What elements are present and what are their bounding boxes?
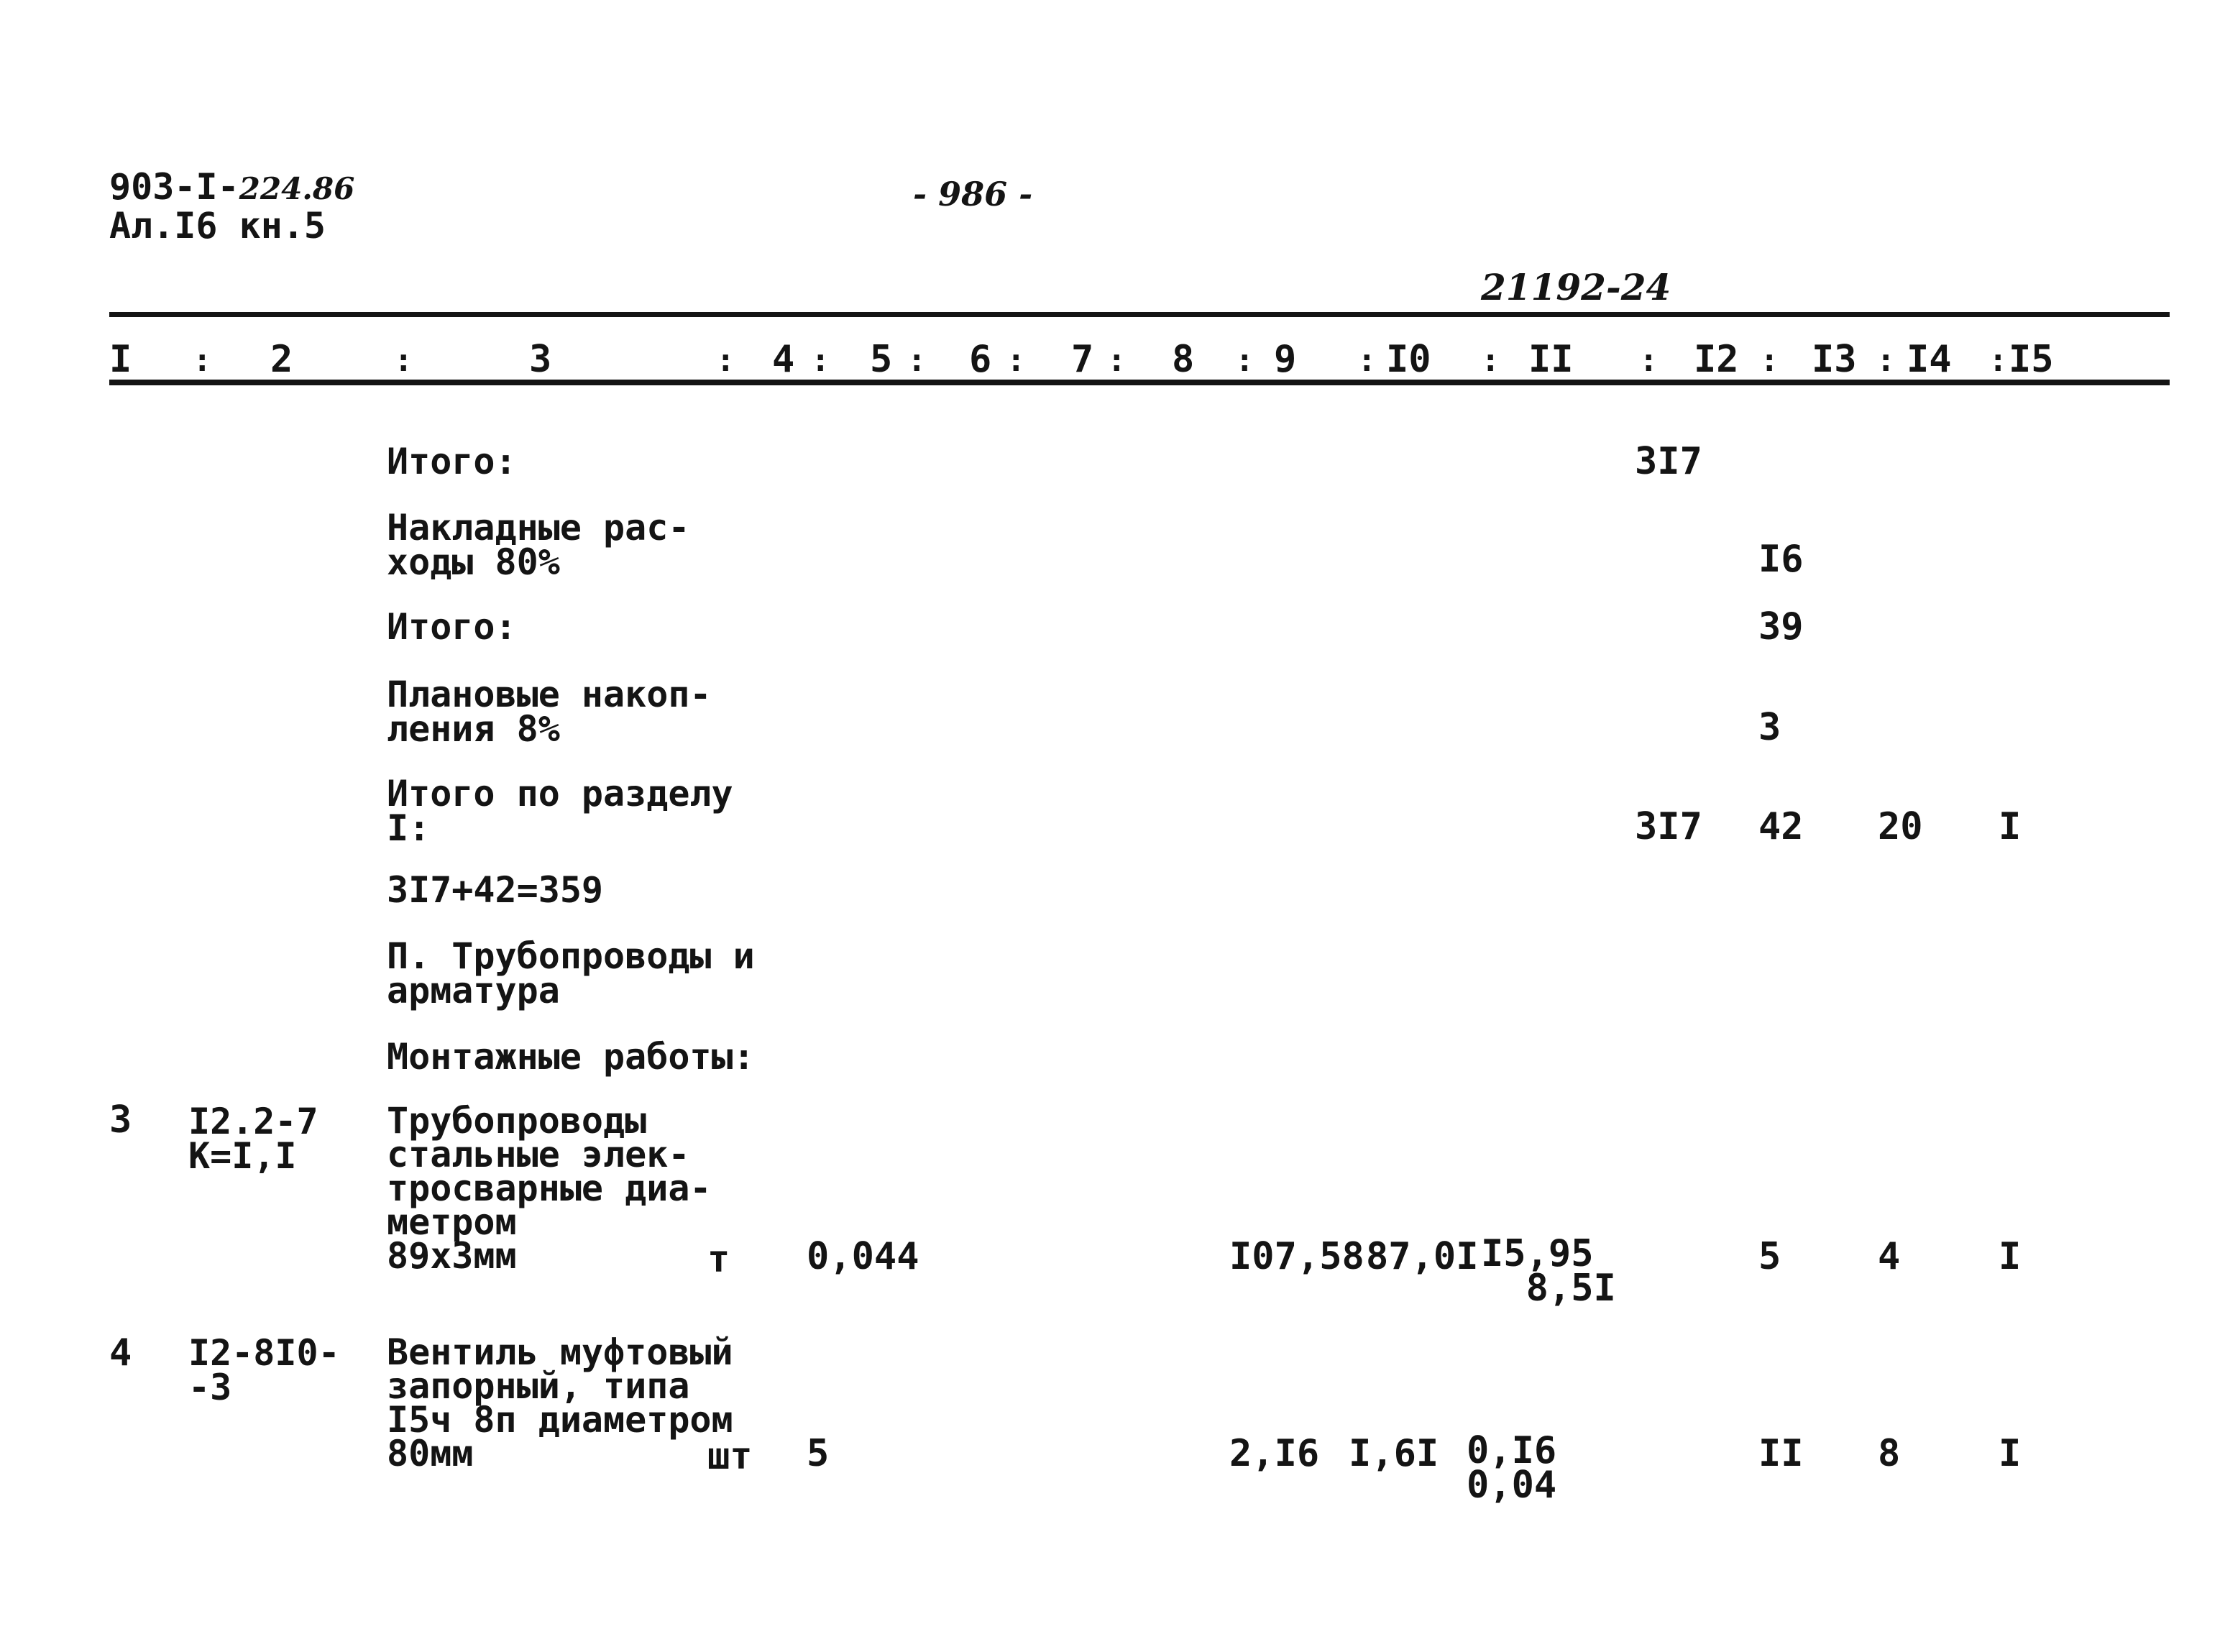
document-code [109,166,355,208]
column-number-8: 8 [1172,338,1195,381]
page-number: - 986 - [913,175,1033,214]
column-separator: : [1760,342,1779,379]
row-description: Итого: [387,441,517,482]
value-col-15: I [1999,1235,2022,1278]
quantity: 0,044 [807,1235,919,1278]
column-separator: : [1235,342,1254,379]
value-col-11: I5,95 8,5I [1481,1232,1616,1310]
item-code: I2.2-7 К=I,I [188,1101,318,1177]
top-rule [109,312,2170,317]
row-description: Накладные рас- ходы 80% [387,507,690,583]
reference-code: 21192-24 [1481,266,1671,308]
header-rule [109,380,2170,385]
section-heading: П. Трубопроводы и арматура [387,935,755,1011]
value-col-13: 39 [1758,605,1804,648]
column-number-6: 6 [969,338,992,381]
column-separator: : [811,342,830,379]
column-number-14: I4 [1907,338,1952,381]
row-calculation: 3I7+42=359 [387,869,604,911]
value-col-13: 42 [1758,805,1804,848]
column-separator: : [394,342,413,379]
column-number-2: 2 [270,338,293,381]
value-col-12: 3I7 [1635,805,1702,848]
column-number-11: II [1528,338,1574,381]
column-separator: : [907,342,927,379]
row-description: Трубопроводы стальные элек- тросварные диа- метром 89х3мм [387,1100,712,1277]
subsection-heading: Монтажные работы: [387,1036,755,1078]
value-col-12: 3I7 [1635,440,1702,483]
value-col-9: 2,I6 [1229,1432,1320,1475]
value-col-13: II [1758,1432,1804,1475]
row-description: Итого: [387,606,517,648]
column-separator: : [1006,342,1026,379]
column-number-10: I0 [1386,338,1431,381]
album-reference: Ал.I6 кн.5 [109,205,326,247]
column-number-3: 3 [529,338,552,381]
column-separator: : [193,342,212,379]
quantity: 5 [807,1432,830,1475]
column-number-15: I5 [2009,338,2054,381]
column-number-12: I2 [1694,338,1739,381]
value-col-13: 5 [1758,1235,1781,1278]
value-col-14: 20 [1878,805,1923,848]
row-description: Плановые накоп- ления 8% [387,674,712,750]
value-col-14: 8 [1878,1432,1901,1475]
value-col-11: 0,I6 0,04 [1467,1429,1557,1507]
column-number-1: I [109,338,132,381]
value-col-15: I [1999,1432,2022,1475]
value-col-14: 4 [1878,1235,1901,1278]
value-col-10: 87,0I [1366,1235,1479,1278]
column-separator: : [1107,342,1127,379]
column-number-5: 5 [870,338,893,381]
row-description: Итого по разделу I: [387,773,733,849]
column-separator: : [1639,342,1659,379]
item-number: 3 [109,1098,132,1142]
item-code: I2-8I0- -3 [188,1332,340,1408]
column-separator: : [1988,342,2008,379]
value-col-13: I6 [1758,538,1804,581]
unit: шт [707,1435,753,1478]
column-number-7: 7 [1071,338,1094,381]
column-separator: : [1876,342,1896,379]
item-number: 4 [109,1331,132,1375]
column-separator: : [1481,342,1500,379]
column-number-9: 9 [1274,338,1297,381]
column-number-4: 4 [772,338,795,381]
column-number-13: I3 [1812,338,1857,381]
value-col-9: I07,58 [1229,1235,1364,1278]
value-col-13: 3 [1758,706,1781,749]
row-description: Вентиль муфтовый запорный, типа I5ч 8п диаметром 80мм [387,1331,733,1474]
value-col-10: I,6I [1349,1432,1439,1475]
column-separator: : [716,342,735,379]
document-code-handwritten: 224.86 [239,171,355,206]
value-col-15: I [1999,805,2022,848]
unit: т [707,1238,730,1281]
document-code-printed: 903-I- [109,166,239,208]
column-separator: : [1357,342,1377,379]
